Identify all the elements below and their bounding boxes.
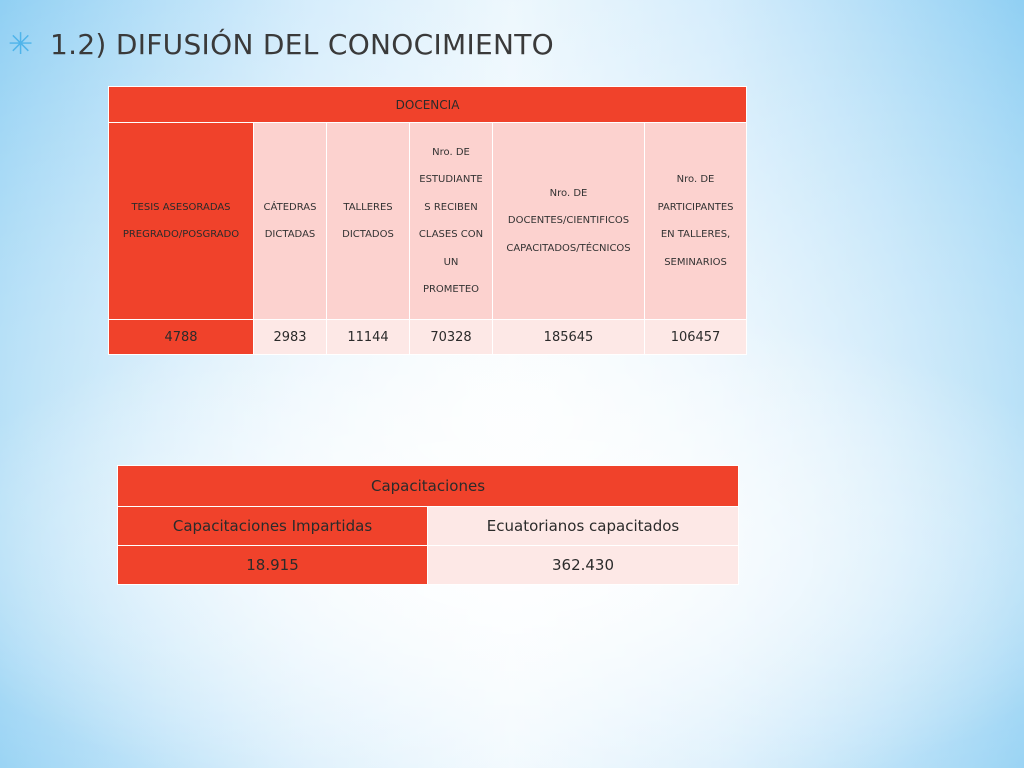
slide-title: 1.2) DIFUSIÓN DEL CONOCIMIENTO xyxy=(50,28,555,61)
col-header-estudiantes-prometeo: Nro. DE ESTUDIANTE S RECIBEN CLASES CON UN PROMETEO xyxy=(410,123,493,320)
capacitaciones-table xyxy=(117,465,739,585)
docencia-header: DOCENCIA xyxy=(109,87,747,123)
value-catedras: 2983 xyxy=(254,320,327,355)
ecuatorianos-capacitados-label: Ecuatorianos capacitados xyxy=(428,507,739,546)
capacitaciones-header: Capacitaciones xyxy=(118,466,739,507)
value-tesis: 4788 xyxy=(109,320,254,355)
col-header-talleres: TALLERES DICTADOS xyxy=(327,123,410,320)
docencia-table xyxy=(108,86,747,355)
ecuatorianos-capacitados-value: 362.430 xyxy=(428,546,739,585)
value-talleres: 11144 xyxy=(327,320,410,355)
col-header-docentes-capacitados: Nro. DE DOCENTES/CIENTIFICOS CAPACITADOS/TÉCNICOS xyxy=(493,123,645,320)
col-header-catedras: CÁTEDRAS DICTADAS xyxy=(254,123,327,320)
star-icon: ✳ xyxy=(8,27,34,62)
value-docentes-capacitados: 185645 xyxy=(493,320,645,355)
col-header-tesis: TESIS ASESORADAS PREGRADO/POSGRADO xyxy=(109,123,254,320)
capacitaciones-impartidas-value: 18.915 xyxy=(118,546,428,585)
value-estudiantes-prometeo: 70328 xyxy=(410,320,493,355)
capacitaciones-impartidas-label: Capacitaciones Impartidas xyxy=(118,507,428,546)
col-header-participantes: Nro. DE PARTICIPANTES EN TALLERES, SEMINARIOS xyxy=(645,123,747,320)
value-participantes: 106457 xyxy=(645,320,747,355)
